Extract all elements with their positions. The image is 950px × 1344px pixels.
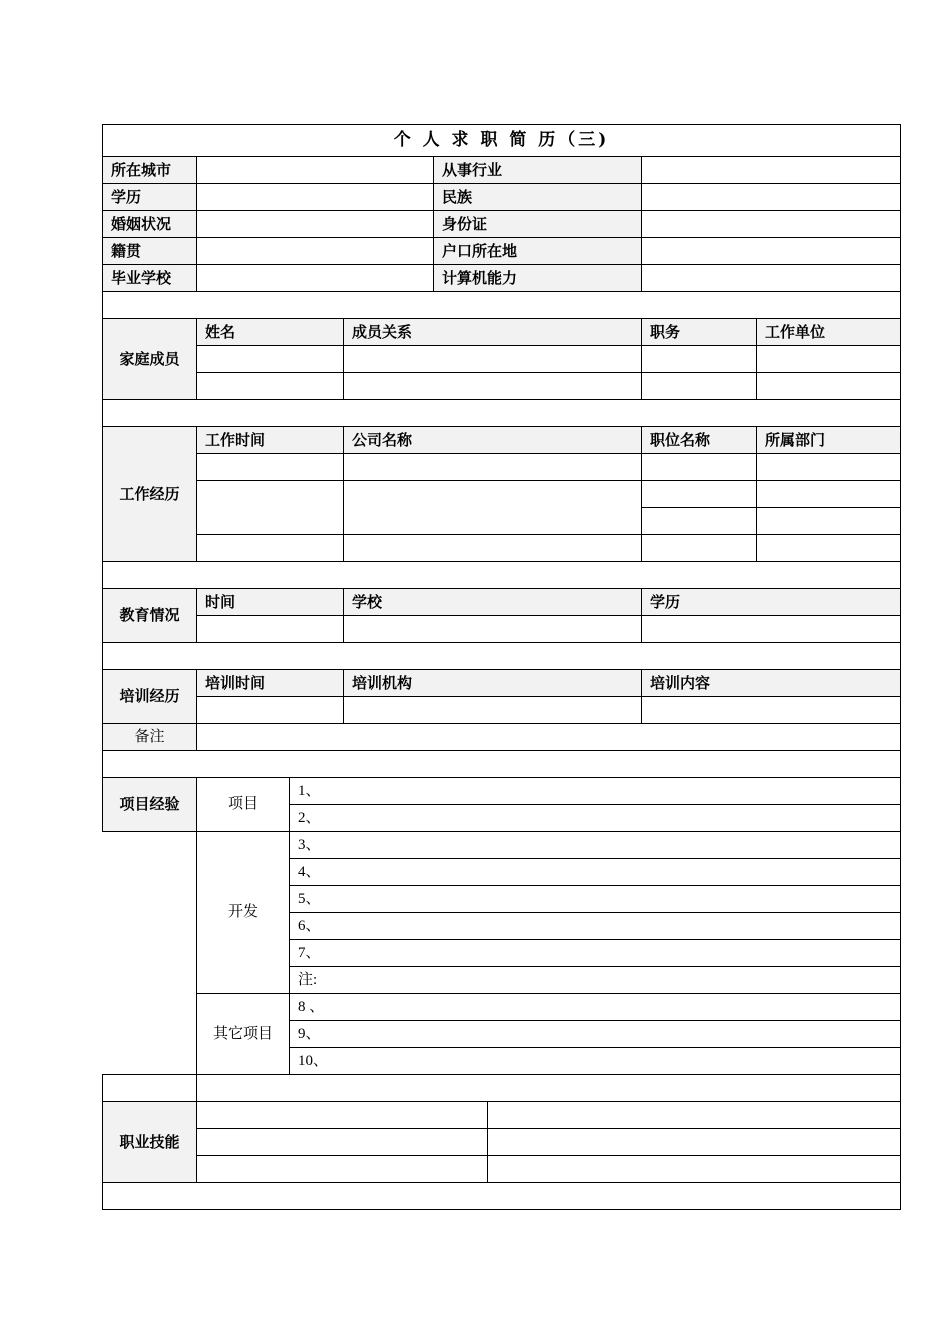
label-remark: 备注 [103, 724, 197, 751]
training-header-time: 培训时间 [197, 670, 344, 697]
family-cell[interactable] [197, 373, 344, 400]
project-item[interactable]: 6、 [290, 913, 901, 940]
project-item[interactable]: 4、 [290, 859, 901, 886]
work-cell[interactable] [197, 481, 344, 535]
skill-cell[interactable] [197, 1102, 488, 1129]
skill-cell[interactable] [488, 1156, 901, 1183]
project-item[interactable]: 10、 [290, 1048, 901, 1075]
field-remark[interactable] [197, 724, 901, 751]
work-cell[interactable] [642, 508, 757, 535]
section-work: 工作经历 [103, 427, 197, 562]
label-native-place: 籍贯 [103, 238, 197, 265]
project-item[interactable]: 9、 [290, 1021, 901, 1048]
work-cell[interactable] [197, 454, 344, 481]
field-native-place[interactable] [197, 238, 434, 265]
edu-header-time: 时间 [197, 589, 344, 616]
section-education: 教育情况 [103, 589, 197, 643]
project-item[interactable]: 5、 [290, 886, 901, 913]
family-cell[interactable] [344, 373, 642, 400]
family-cell[interactable] [757, 346, 901, 373]
family-cell[interactable] [757, 373, 901, 400]
label-id-card: 身份证 [434, 211, 642, 238]
label-hukou: 户口所在地 [434, 238, 642, 265]
family-cell[interactable] [642, 346, 757, 373]
field-city[interactable] [197, 157, 434, 184]
label-city: 所在城市 [103, 157, 197, 184]
section-family: 家庭成员 [103, 319, 197, 400]
work-cell[interactable] [642, 454, 757, 481]
field-education[interactable] [197, 184, 434, 211]
skill-cell[interactable] [488, 1129, 901, 1156]
spacer-cell [197, 1075, 901, 1102]
project-note[interactable]: 注: [290, 967, 901, 994]
work-cell[interactable] [197, 535, 344, 562]
family-header-position: 职务 [642, 319, 757, 346]
label-education: 学历 [103, 184, 197, 211]
field-id-card[interactable] [642, 211, 901, 238]
label-marital: 婚姻状况 [103, 211, 197, 238]
edu-header-school: 学校 [344, 589, 642, 616]
work-cell[interactable] [757, 535, 901, 562]
spacer-row [103, 1183, 901, 1210]
field-hukou[interactable] [642, 238, 901, 265]
field-computer[interactable] [642, 265, 901, 292]
label-industry: 从事行业 [434, 157, 642, 184]
family-header-employer: 工作单位 [757, 319, 901, 346]
project-group-project: 项目 [197, 778, 290, 832]
work-cell[interactable] [642, 481, 757, 508]
field-industry[interactable] [642, 157, 901, 184]
training-cell[interactable] [197, 697, 344, 724]
family-cell[interactable] [344, 346, 642, 373]
spacer-row [103, 400, 901, 427]
project-item[interactable]: 2、 [290, 805, 901, 832]
label-ethnicity: 民族 [434, 184, 642, 211]
edu-cell[interactable] [642, 616, 901, 643]
label-computer: 计算机能力 [434, 265, 642, 292]
field-marital[interactable] [197, 211, 434, 238]
project-group-dev: 开发 [197, 832, 290, 994]
work-header-company: 公司名称 [344, 427, 642, 454]
spacer-row [103, 643, 901, 670]
skill-cell[interactable] [197, 1156, 488, 1183]
work-cell[interactable] [344, 481, 642, 535]
field-school[interactable] [197, 265, 434, 292]
resume-table [102, 124, 901, 1210]
work-cell[interactable] [344, 535, 642, 562]
section-project: 项目经验 [103, 778, 197, 832]
spacer-cell [103, 1075, 197, 1102]
family-header-relation: 成员关系 [344, 319, 642, 346]
work-cell[interactable] [642, 535, 757, 562]
label-school: 毕业学校 [103, 265, 197, 292]
spacer-row [103, 292, 901, 319]
skill-cell[interactable] [197, 1129, 488, 1156]
section-training: 培训经历 [103, 670, 197, 724]
edu-cell[interactable] [344, 616, 642, 643]
work-header-department: 所属部门 [757, 427, 901, 454]
page-title: 个 人 求 职 简 历（三) [103, 125, 901, 157]
training-header-content: 培训内容 [642, 670, 901, 697]
training-cell[interactable] [344, 697, 642, 724]
project-item[interactable]: 8 、 [290, 994, 901, 1021]
work-header-time: 工作时间 [197, 427, 344, 454]
section-skills: 职业技能 [103, 1102, 197, 1183]
work-cell[interactable] [757, 481, 901, 508]
work-cell[interactable] [757, 508, 901, 535]
project-item[interactable]: 3、 [290, 832, 901, 859]
training-header-institution: 培训机构 [344, 670, 642, 697]
resume-sheet [102, 124, 848, 1210]
blank-cell [103, 832, 197, 1075]
field-ethnicity[interactable] [642, 184, 901, 211]
work-cell[interactable] [757, 454, 901, 481]
family-cell[interactable] [642, 373, 757, 400]
skill-cell[interactable] [488, 1102, 901, 1129]
spacer-row [103, 751, 901, 778]
edu-cell[interactable] [197, 616, 344, 643]
project-group-other: 其它项目 [197, 994, 290, 1075]
spacer-row [103, 562, 901, 589]
edu-header-degree: 学历 [642, 589, 901, 616]
work-header-title: 职位名称 [642, 427, 757, 454]
training-cell[interactable] [642, 697, 901, 724]
project-item[interactable]: 7、 [290, 940, 901, 967]
work-cell[interactable] [344, 454, 642, 481]
family-cell[interactable] [197, 346, 344, 373]
project-item[interactable]: 1、 [290, 778, 901, 805]
family-header-name: 姓名 [197, 319, 344, 346]
